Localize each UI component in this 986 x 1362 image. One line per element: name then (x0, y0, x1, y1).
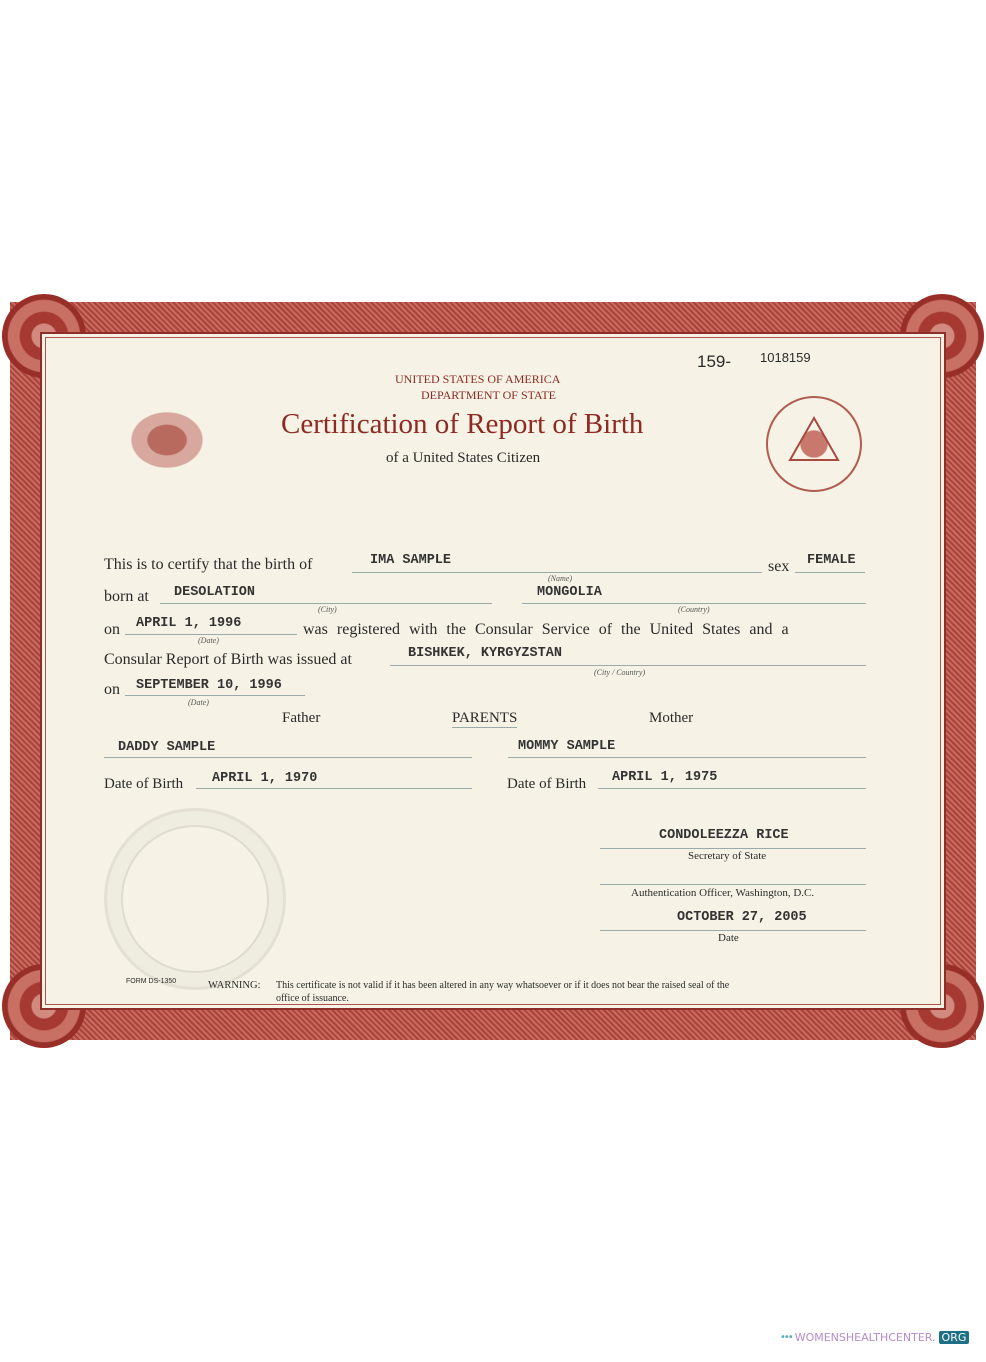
warning-label: WARNING: (208, 980, 261, 991)
father-dob: APRIL 1, 1970 (212, 771, 318, 786)
embossed-seal-icon (104, 808, 286, 990)
father-dob-label: Date of Birth (104, 776, 184, 792)
birth-date: APRIL 1, 1996 (136, 616, 242, 631)
eagle-seal-icon (122, 405, 212, 475)
born-at-label: born at (104, 588, 149, 605)
date-caption-2: (Date) (188, 698, 209, 707)
header-country: UNITED STATES OF AMERICA (395, 372, 561, 386)
sex-label: sex (768, 558, 790, 575)
warning-text: This certificate is not valid if it has been altered in any way whatsoever or if it does not bear the raised seal of the (276, 980, 730, 991)
certificate-title: Certification of Report of Birth (281, 408, 644, 440)
place-caption: (City / Country) (594, 668, 646, 677)
form-number: FORM DS-1350 (126, 978, 177, 985)
secretary-name: CONDOLEEZZA RICE (659, 828, 789, 843)
mother-label: Mother (649, 710, 694, 726)
father-label: Father (282, 710, 321, 726)
name-caption: (Name) (548, 574, 572, 583)
warning-text-2: office of issuance. (276, 993, 349, 1004)
birth-country: MONGOLIA (537, 585, 602, 600)
serial-prefix: 159- (697, 352, 732, 371)
watermark-logo (780, 1331, 969, 1344)
city-caption: (City) (318, 605, 337, 614)
mother-dob: APRIL 1, 1975 (612, 770, 718, 785)
registered-text: was registered with the Consular Service of the United States and a (303, 621, 789, 638)
issued-date: SEPTEMBER 10, 1996 (136, 678, 282, 693)
on-label: on (104, 621, 120, 638)
on-label-2: on (104, 681, 120, 698)
watermark-tld: ORG (939, 1331, 970, 1344)
birth-city: DESOLATION (174, 585, 256, 600)
signature-date-label: Date (718, 932, 739, 944)
mother-dob-label: Date of Birth (507, 776, 587, 792)
serial-number: 1018159 (760, 350, 811, 365)
date-caption: (Date) (198, 636, 219, 645)
mother-name: MOMMY SAMPLE (518, 739, 616, 754)
parents-label: PARENTS (452, 710, 518, 726)
issued-place: BISHKEK, KYRGYZSTAN (408, 646, 562, 661)
child-name: IMA SAMPLE (370, 553, 452, 568)
certify-text: This is to certify that the birth of (104, 556, 313, 573)
certificate-subtitle: of a United States Citizen (386, 450, 541, 466)
country-caption: (Country) (678, 605, 710, 614)
sex-value: FEMALE (807, 553, 856, 568)
dots-icon: ••• (780, 1332, 792, 1343)
signature-date: OCTOBER 27, 2005 (677, 910, 807, 925)
watermark-name: WOMENSHEALTHCENTER. (794, 1331, 936, 1344)
issued-text: Consular Report of Birth was issued at (104, 651, 352, 668)
header-department: DEPARTMENT OF STATE (421, 388, 557, 402)
pyramid-seal-icon (766, 396, 862, 492)
officer-title: Authentication Officer, Washington, D.C. (631, 887, 815, 899)
father-name: DADDY SAMPLE (118, 740, 216, 755)
secretary-title: Secretary of State (688, 850, 767, 862)
